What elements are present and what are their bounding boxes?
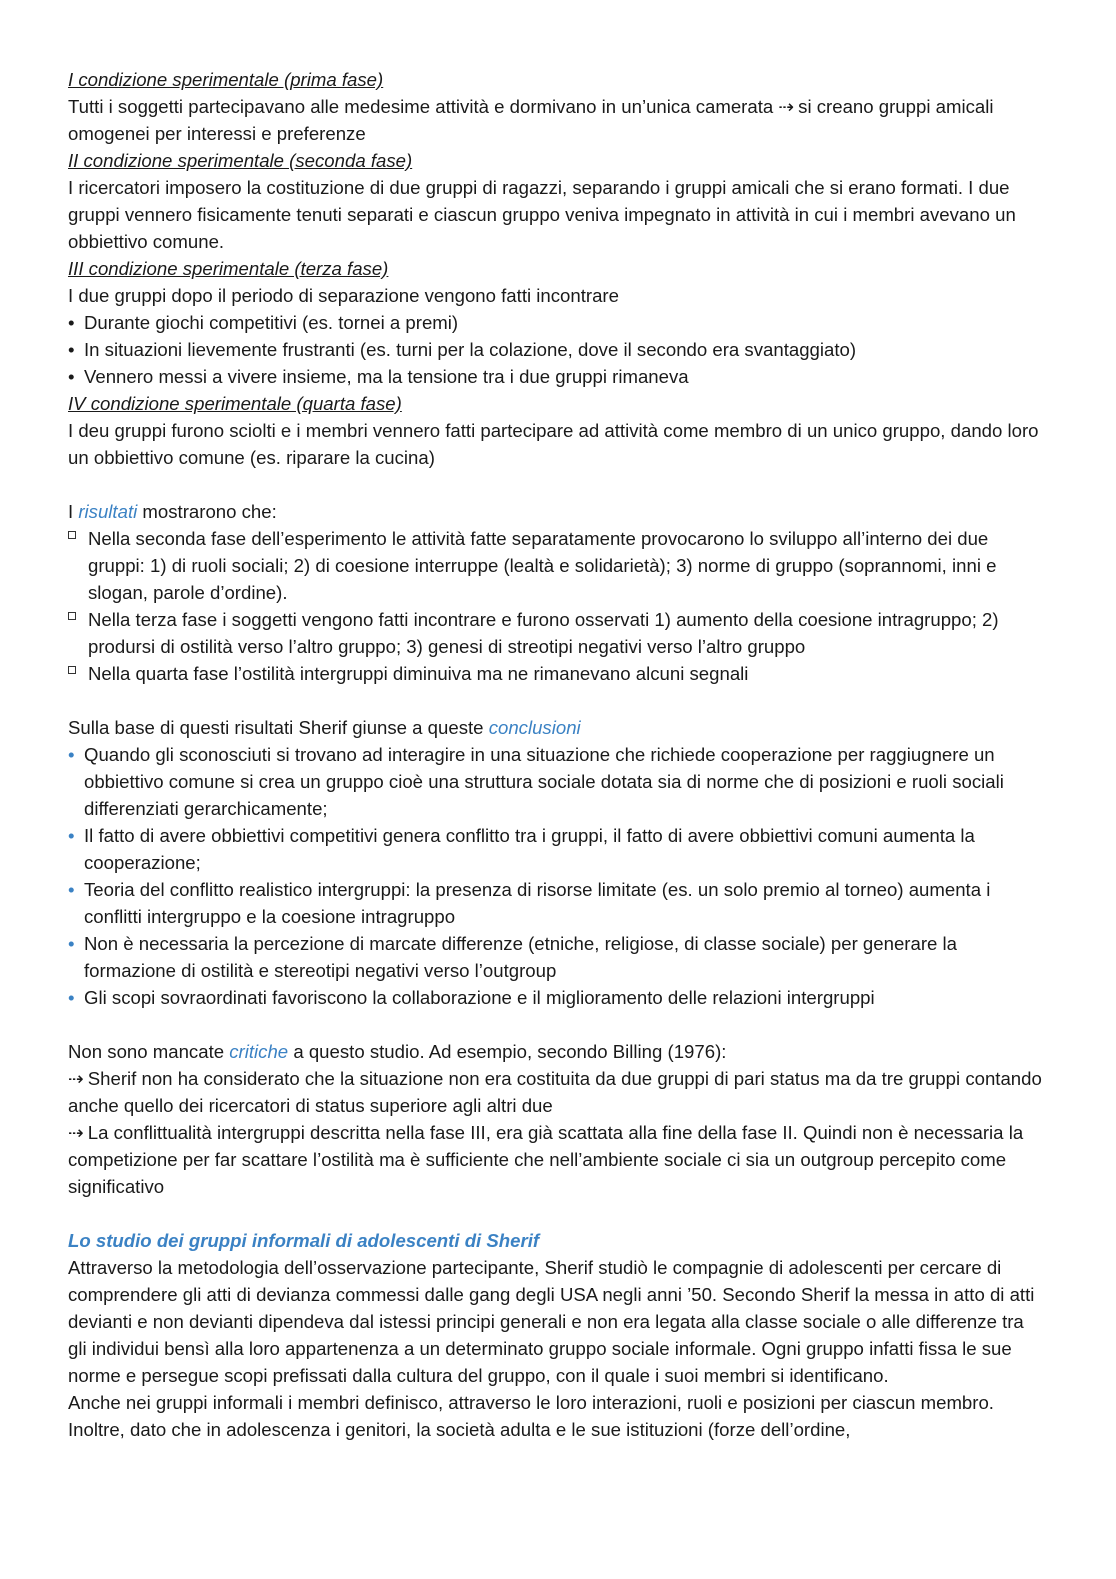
adolescents-paragraph: Attraverso la metodologia dell’osservazione partecipante, Sherif studiò le compagnie di adolescenti per cercare di comprendere gli atti di devianza commessi dalle gang degli USA negli anni ’50. Secondo Sherif la messa in atto di atti devianti e non devianti dipendeva dal istessi principi generali e non era legata alla classe sociale o alle differenze tra gli individui bensì alla loro appartenenza a un determinato gruppo sociale informale. Ogni gruppo infatti fissa le sue norme e persegue scopi prefissati dalla cultura del gruppo, con il quale i suoi membri si identificano. <box>68 1257 1035 1386</box>
list-item: Nella quarta fase l’ostilità intergruppi diminuiva ma ne rimanevano alcuni segnali <box>68 660 1046 687</box>
list-item: Nella seconda fase dell’esperimento le attività fatte separatamente provocarono lo sviluppo all’interno dei due gruppi: 1) di ruoli sociali; 2) di coesione interruppe (lealtà e solidarietà); 3) norme di gruppo (soprannomi, inni e slogan, parole d’ordine). <box>68 525 1046 606</box>
list-item: • Non è necessaria la percezione di marcate differenze (etniche, religiose, di classe sociale) per generare la formazione di ostilità e stereotipi negativi verso l’outgroup <box>68 930 1046 984</box>
conclusions-intro: Sulla base di questi risultati Sherif giunse a queste conclusioni <box>68 717 581 738</box>
square-bullet-icon <box>68 612 76 620</box>
results-list <box>68 525 1046 687</box>
phase2-text: I ricercatori imposero la costituzione di due gruppi di ragazzi, separando i gruppi amicali che si erano formati. I due gruppi vennero fisicamente tenuti separati e ciascun gruppo veniva impegnato in attività in cui i membri avevano un obbiettivo comune. <box>68 177 1016 252</box>
section-title: Lo studio dei gruppi informali di adolescenti di Sherif <box>68 1230 540 1251</box>
arrow-icon: ⇢ <box>778 96 793 117</box>
square-bullet-icon <box>68 531 76 539</box>
phase3-intro: I due gruppi dopo il periodo di separazione vengono fatti incontrare <box>68 285 619 306</box>
bullet-icon: • <box>68 312 75 333</box>
phase3-list <box>68 309 1046 390</box>
list-item: • Durante giochi competitivi (es. tornei a premi) <box>68 309 1046 336</box>
list-item: • Il fatto di avere obbiettivi competitivi genera conflitto tra i gruppi, il fatto di avere obbiettivi comuni aumenta la cooperazione; <box>68 822 1046 876</box>
phase4-heading: IV condizione sperimentale (quarta fase) <box>68 393 402 414</box>
phase4-text: I deu gruppi furono sciolti e i membri vennero fatti partecipare ad attività come membro di un unico gruppo, dando loro un obbiettivo comune (es. riparare la cucina) <box>68 420 1039 468</box>
criticism-intro: Non sono mancate critiche a questo studio. Ad esempio, secondo Billing (1976): <box>68 1041 727 1062</box>
arrow-icon: ⇢ <box>68 1068 83 1089</box>
list-item: • Quando gli sconosciuti si trovano ad interagire in una situazione che richiede cooperazione per raggiugnere un obbiettivo comune si crea un gruppo cioè una struttura sociale dotata sia di norme che di posizioni e ruoli sociali differenziati gerarchicamente; <box>68 741 1046 822</box>
results-intro: I risultati mostrarono che: <box>68 501 277 522</box>
criticism-item: ⇢ La conflittualità intergruppi descritta nella fase III, era già scattata alla fine della fase II. Quindi non è necessaria la competizione per far scattare l’ostilità ma è sufficiente che nell’ambiente sociale ci sia un outgroup percepito come significativo <box>68 1122 1024 1197</box>
criticism-item: ⇢ Sherif non ha considerato che la situazione non era costituita da due gruppi di pari status ma da tre gruppi contando anche quello dei ricercatori di status superiore agli altri due <box>68 1068 1042 1116</box>
phase1-text: Tutti i soggetti partecipavano alle medesime attività e dormivano in un’unica camerata ⇢ si creano gruppi amicali omogenei per interessi e preferenze <box>68 96 994 144</box>
adolescents-paragraph: Anche nei gruppi informali i membri definisco, attraverso le loro interazioni, ruoli e posizioni per ciascun membro. Inoltre, dato che in adolescenza i genitori, la società adulta e le sue istituzioni (forze dell’ordine, <box>68 1392 994 1440</box>
list-item: • In situazioni lievemente frustranti (es. turni per la colazione, dove il secondo era svantaggiato) <box>68 336 1046 363</box>
list-item: • Vennero messi a vivere insieme, ma la tensione tra i due gruppi rimaneva <box>68 363 1046 390</box>
list-item: Nella terza fase i soggetti vengono fatti incontrare e furono osservati 1) aumento della coesione intragruppo; 2) prodursi di ostilità verso l’altro gruppo; 3) genesi di streotipi negativi verso l’altro gruppo <box>68 606 1046 660</box>
phase3-heading: III condizione sperimentale (terza fase) <box>68 258 389 279</box>
bullet-icon: • <box>68 366 75 387</box>
bullet-icon: • <box>68 744 75 765</box>
bullet-icon: • <box>68 825 75 846</box>
arrow-icon: ⇢ <box>68 1122 83 1143</box>
phase1-heading: I condizione sperimentale (prima fase) <box>68 69 384 90</box>
list-item: • Gli scopi sovraordinati favoriscono la collaborazione e il miglioramento delle relazioni intergruppi <box>68 984 1046 1011</box>
bullet-icon: • <box>68 933 75 954</box>
list-item: • Teoria del conflitto realistico intergruppi: la presenza di risorse limitate (es. un solo premio al torneo) aumenta i conflitti intergruppo e la coesione intragruppo <box>68 876 1046 930</box>
bullet-icon: • <box>68 987 75 1008</box>
phase2-heading: II condizione sperimentale (seconda fase) <box>68 150 413 171</box>
bullet-icon: • <box>68 879 75 900</box>
conclusions-list <box>68 741 1046 1011</box>
bullet-icon: • <box>68 339 75 360</box>
square-bullet-icon <box>68 666 76 674</box>
